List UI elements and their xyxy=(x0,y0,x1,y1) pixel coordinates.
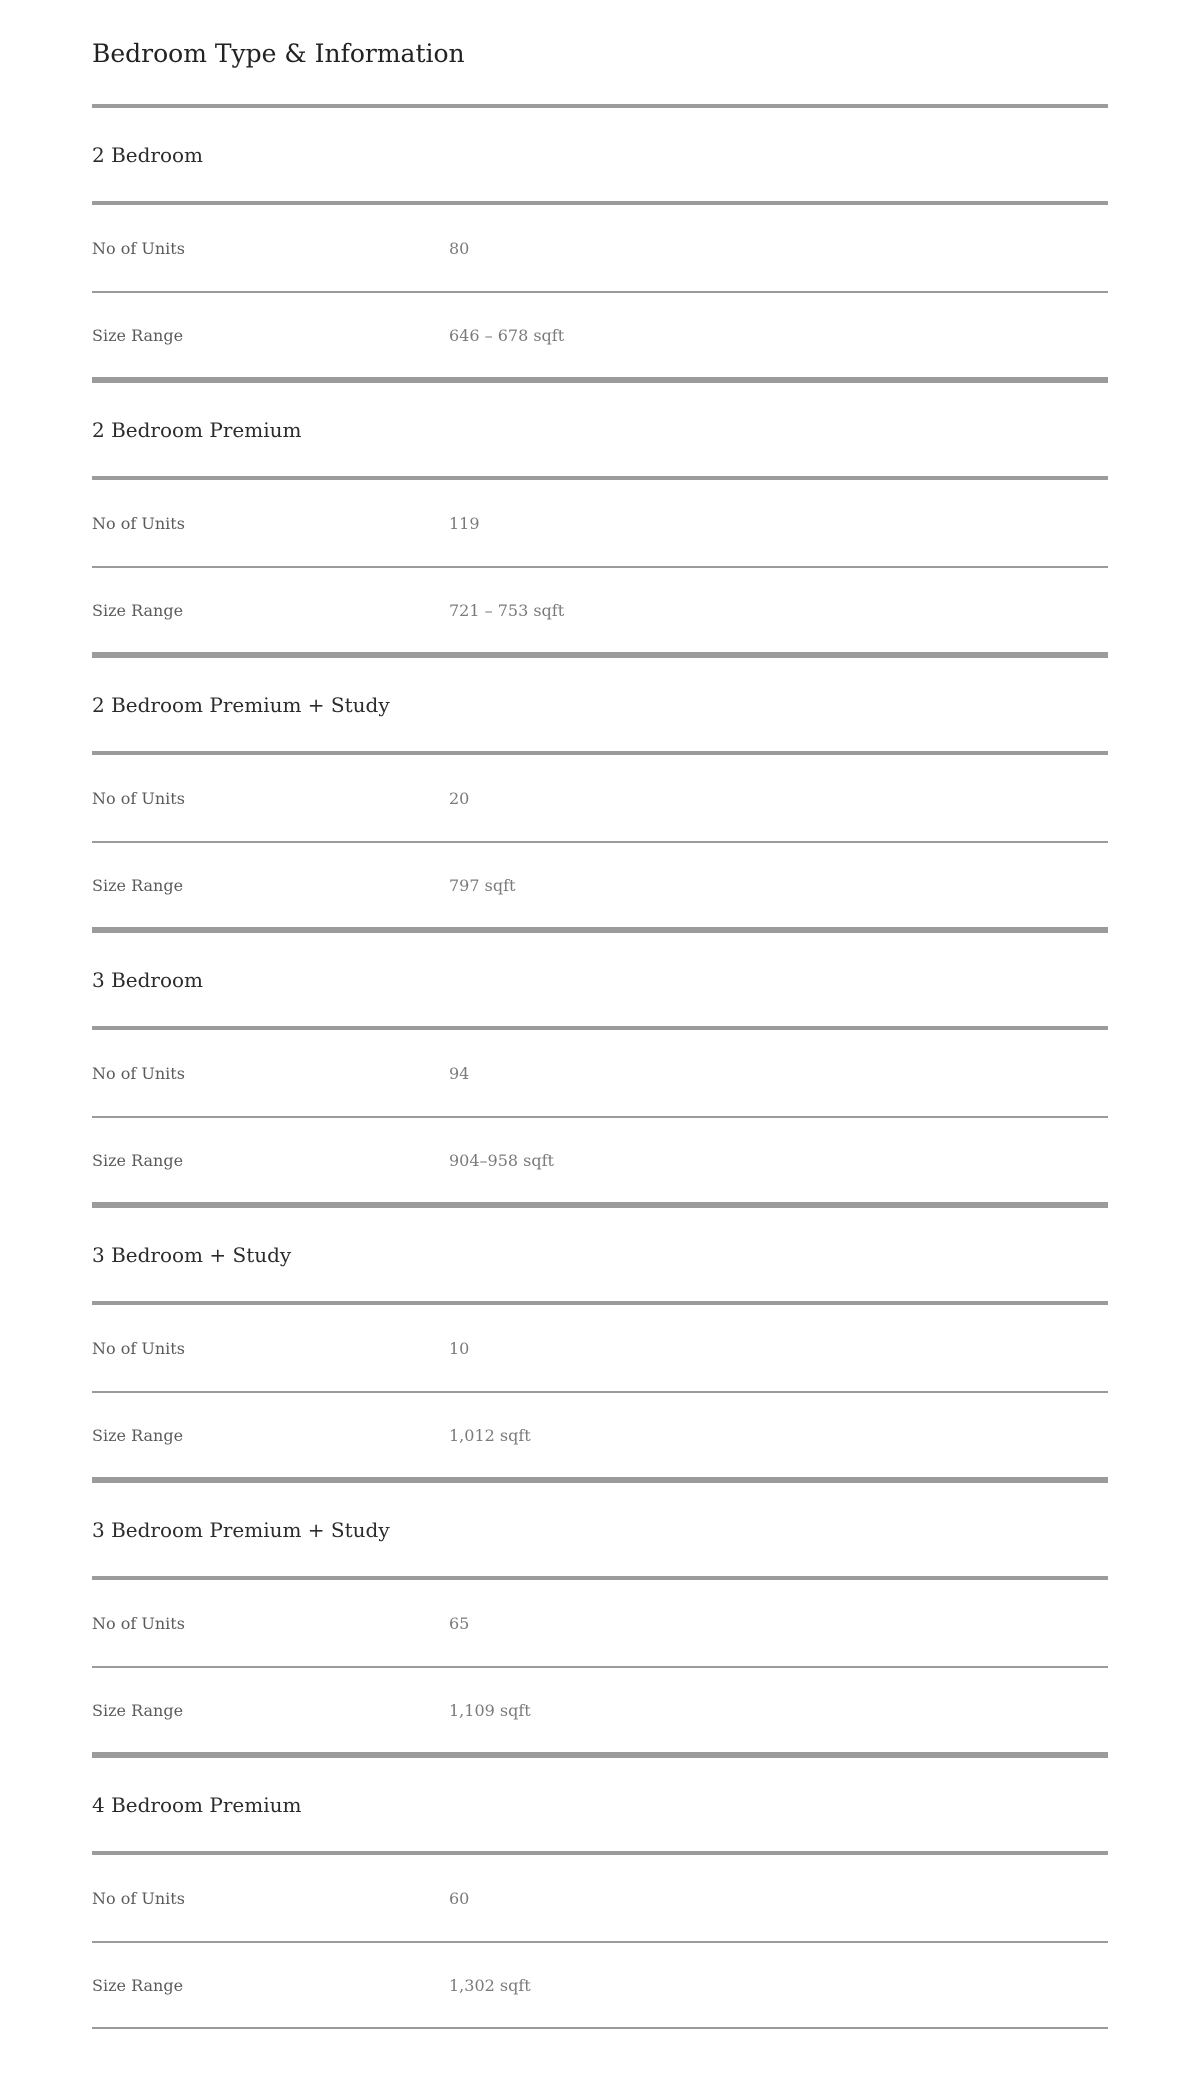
section-title: 3 Bedroom xyxy=(92,933,1108,1030)
section-title: 4 Bedroom Premium xyxy=(92,1758,1108,1855)
size-range-row xyxy=(92,1666,1108,1752)
bedroom-section xyxy=(92,108,1108,383)
row-label: Size Range xyxy=(92,1975,184,1995)
bedroom-section xyxy=(92,1758,1108,2029)
units-row xyxy=(92,1580,1108,1666)
bedroom-section xyxy=(92,383,1108,658)
row-label: No of Units xyxy=(92,1063,185,1083)
row-value: 1,302 sqft xyxy=(449,1975,531,1995)
row-value: 721 – 753 sqft xyxy=(449,600,565,620)
row-label: No of Units xyxy=(92,513,185,533)
row-label: Size Range xyxy=(92,325,184,345)
page-title: Bedroom Type & Information xyxy=(92,0,1108,108)
row-value: 20 xyxy=(449,788,470,808)
row-value: 80 xyxy=(449,238,470,258)
size-range-row xyxy=(92,291,1108,377)
row-label: No of Units xyxy=(92,1613,185,1633)
bedroom-section xyxy=(92,1483,1108,1758)
row-value: 646 – 678 sqft xyxy=(449,325,565,345)
size-range-row xyxy=(92,841,1108,927)
section-title: 2 Bedroom Premium + Study xyxy=(92,658,1108,755)
row-label: No of Units xyxy=(92,238,185,258)
size-range-row xyxy=(92,1941,1108,2027)
sections-list xyxy=(92,108,1108,2029)
units-row xyxy=(92,1030,1108,1116)
section-title: 3 Bedroom Premium + Study xyxy=(92,1483,1108,1580)
bedroom-section xyxy=(92,933,1108,1208)
bedroom-info-container xyxy=(92,0,1108,2029)
units-row xyxy=(92,1305,1108,1391)
row-value: 10 xyxy=(449,1338,470,1358)
section-title: 2 Bedroom Premium xyxy=(92,383,1108,480)
row-label: No of Units xyxy=(92,788,185,808)
row-label: Size Range xyxy=(92,1700,184,1720)
row-label: No of Units xyxy=(92,1888,185,1908)
row-label: Size Range xyxy=(92,1150,184,1170)
row-value: 65 xyxy=(449,1613,470,1633)
units-row xyxy=(92,755,1108,841)
row-value: 797 sqft xyxy=(449,875,516,895)
section-title: 3 Bedroom + Study xyxy=(92,1208,1108,1305)
row-value: 1,012 sqft xyxy=(449,1425,531,1445)
units-row xyxy=(92,205,1108,291)
bedroom-section xyxy=(92,658,1108,933)
size-range-row xyxy=(92,1391,1108,1477)
units-row xyxy=(92,480,1108,566)
row-label: Size Range xyxy=(92,600,184,620)
size-range-row xyxy=(92,1116,1108,1202)
row-value: 119 xyxy=(449,513,480,533)
row-value: 904–958 sqft xyxy=(449,1150,554,1170)
row-label: Size Range xyxy=(92,1425,184,1445)
row-value: 94 xyxy=(449,1063,470,1083)
row-value: 1,109 sqft xyxy=(449,1700,531,1720)
row-value: 60 xyxy=(449,1888,470,1908)
section-title: 2 Bedroom xyxy=(92,108,1108,205)
row-label: Size Range xyxy=(92,875,184,895)
bedroom-section xyxy=(92,1208,1108,1483)
units-row xyxy=(92,1855,1108,1941)
row-label: No of Units xyxy=(92,1338,185,1358)
size-range-row xyxy=(92,566,1108,652)
